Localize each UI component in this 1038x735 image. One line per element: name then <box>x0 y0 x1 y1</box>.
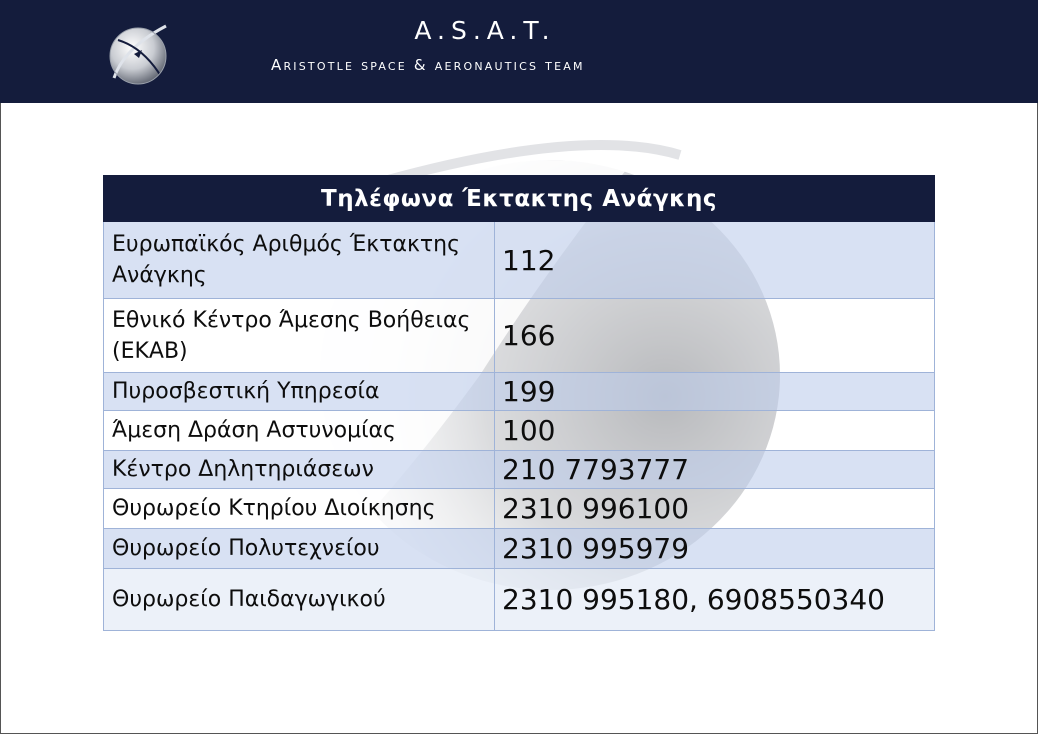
row-label: Άμεση Δράση Αστυνομίας <box>104 411 495 451</box>
row-label: Θυρωρείο Πολυτεχνείου <box>104 529 495 569</box>
row-label: Ευρωπαϊκός Αριθμός Έκτακτης Ανάγκης <box>104 222 495 299</box>
table-row <box>104 373 935 411</box>
row-number: 2310 995180, 6908550340 <box>495 569 935 631</box>
table-row <box>104 529 935 569</box>
row-label: Κέντρο Δηλητηριάσεων <box>104 451 495 489</box>
header-bar <box>0 0 1038 103</box>
row-number: 199 <box>495 373 935 411</box>
row-label: Εθνικό Κέντρο Άμεσης Βοήθειας (ΕΚΑΒ) <box>104 299 495 373</box>
row-number: 2310 996100 <box>495 489 935 529</box>
row-label: Θυρωρείο Κτηρίου Διοίκησης <box>104 489 495 529</box>
row-label: Θυρωρείο Παιδαγωγικού <box>104 569 495 631</box>
table-row <box>104 411 935 451</box>
table-row <box>104 569 935 631</box>
table-row <box>104 489 935 529</box>
row-number: 100 <box>495 411 935 451</box>
table-row <box>104 299 935 373</box>
table-header-row <box>104 176 935 222</box>
table-title: Τηλέφωνα Έκτακτης Ανάγκης <box>104 176 935 222</box>
header-title: A.S.A.T. <box>414 16 556 45</box>
table-row <box>104 222 935 299</box>
table-row <box>104 451 935 489</box>
emergency-phones-table <box>103 175 935 631</box>
row-number: 2310 995979 <box>495 529 935 569</box>
row-number: 112 <box>495 222 935 299</box>
row-label: Πυροσβεστική Υπηρεσία <box>104 373 495 411</box>
row-number: 166 <box>495 299 935 373</box>
row-number: 210 7793777 <box>495 451 935 489</box>
header-subtitle: Aristotle space & aeronautics team <box>271 56 585 74</box>
